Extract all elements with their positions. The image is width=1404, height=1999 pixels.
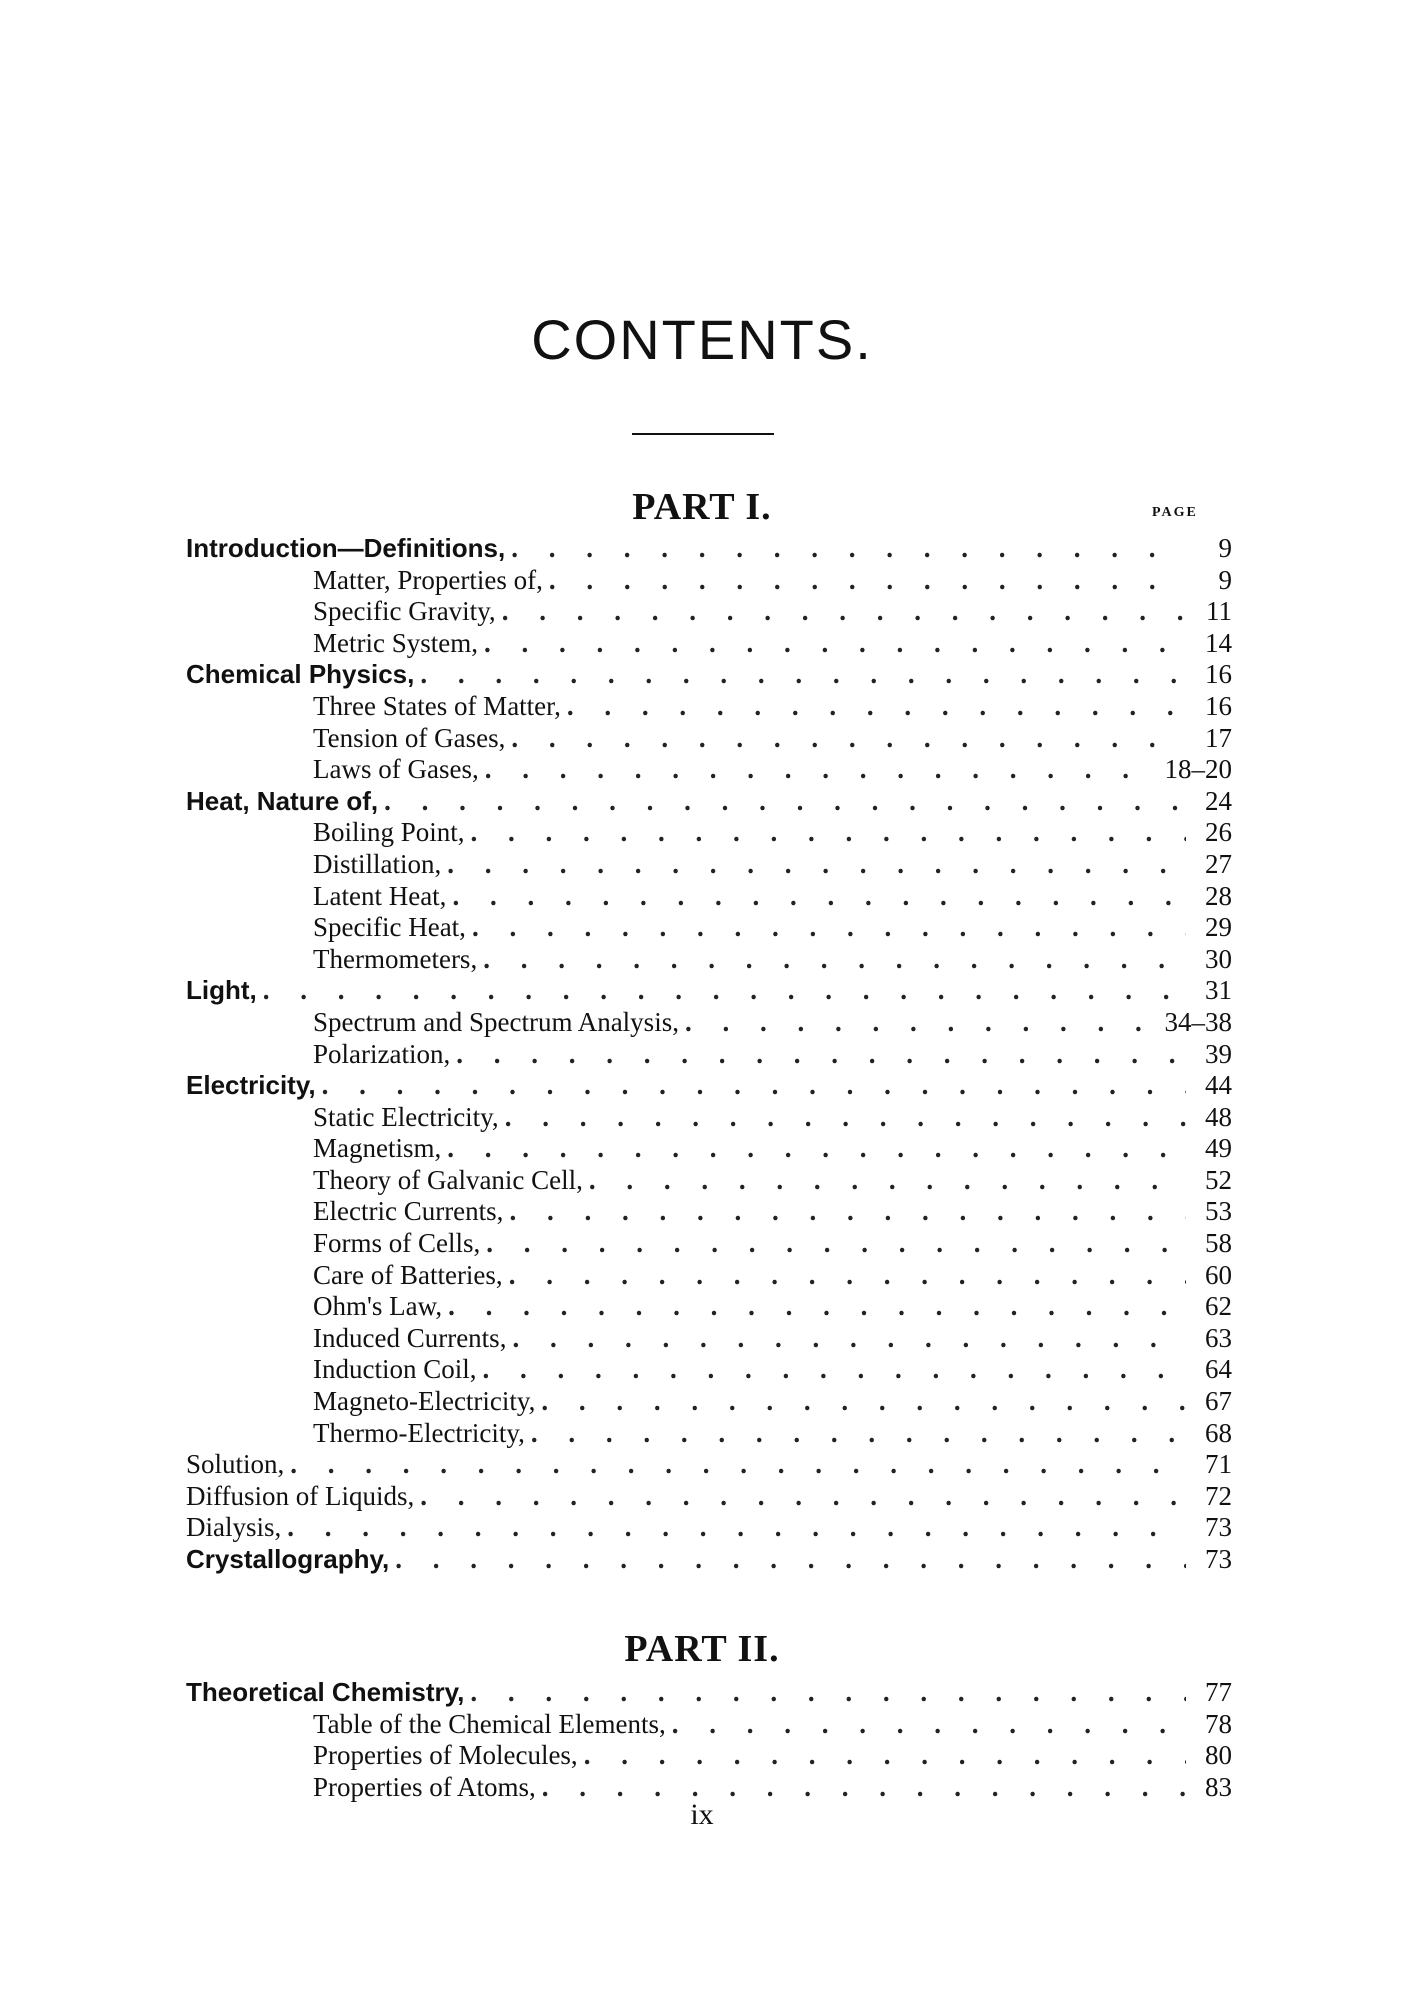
toc-entry-title: Spectrum and Spectrum Analysis,: [313, 1006, 679, 1037]
dot-leader: [447, 849, 1186, 881]
toc-entry-page-number: 34–38: [1164, 1006, 1232, 1037]
toc-entry[interactable]: [186, 1291, 1232, 1323]
toc-entry-title: Dialysis,: [186, 1512, 282, 1543]
toc-entry-page-number: 28: [1205, 880, 1232, 911]
toc-entry[interactable]: [186, 691, 1232, 723]
toc-entry-page-number: 16: [1205, 659, 1232, 690]
dot-leader: [509, 1260, 1186, 1292]
dot-leader: [485, 754, 1159, 786]
toc-entry-page-number: 78: [1205, 1708, 1232, 1739]
dot-leader: [384, 786, 1186, 818]
toc-entry[interactable]: [186, 1677, 1232, 1709]
toc-entry-page-number: 44: [1205, 1070, 1232, 1101]
toc-entry-page-number: 62: [1205, 1291, 1232, 1322]
toc-entry[interactable]: [186, 786, 1232, 818]
toc-entry[interactable]: [186, 1386, 1232, 1418]
toc-entry-page-number: 73: [1205, 1544, 1232, 1574]
toc-entry[interactable]: [186, 1133, 1232, 1165]
toc-entry-title: Induced Currents,: [313, 1322, 507, 1353]
toc-entry[interactable]: [186, 1418, 1232, 1450]
page-title: CONTENTS.: [531, 308, 873, 371]
toc-entry-page-number: 18–20: [1164, 754, 1232, 785]
toc-entry-page-number: 39: [1205, 1038, 1232, 1069]
toc-entry-page-number: 49: [1205, 1133, 1232, 1164]
dot-leader: [420, 659, 1186, 691]
toc-entry[interactable]: [186, 628, 1232, 660]
toc-entry-title: Induction Coil,: [313, 1354, 477, 1385]
dot-leader: [505, 1102, 1186, 1134]
dot-leader: [672, 1709, 1186, 1741]
toc-entry-title: Specific Heat,: [313, 912, 466, 943]
toc-entry-page-number: 27: [1205, 848, 1232, 879]
dot-leader: [486, 1228, 1186, 1260]
toc-entry-title: Properties of Molecules,: [313, 1740, 578, 1771]
dot-leader: [452, 881, 1186, 913]
toc-entry[interactable]: [186, 659, 1232, 691]
toc-entry-title: Heat, Nature of,: [186, 785, 379, 816]
toc-entry-title: Diffusion of Liquids,: [186, 1480, 415, 1511]
toc-entry-title: Metric System,: [313, 627, 478, 658]
dot-leader: [567, 691, 1186, 723]
toc-entry[interactable]: [186, 944, 1232, 976]
dot-leader: [290, 1449, 1186, 1481]
toc-entry[interactable]: [186, 1102, 1232, 1134]
toc-entry-page-number: 64: [1205, 1354, 1232, 1385]
dot-leader: [322, 1070, 1186, 1102]
toc-entry-title: Latent Heat,: [313, 880, 447, 911]
dot-leader: [456, 1039, 1186, 1071]
dot-leader: [447, 1133, 1186, 1165]
dot-leader: [395, 1544, 1186, 1576]
toc-entry[interactable]: [186, 881, 1232, 913]
toc-entry-page-number: 72: [1205, 1480, 1232, 1511]
toc-entry-page-number: 9: [1218, 533, 1232, 563]
part-one-contents-list: [186, 533, 1232, 1576]
toc-entry[interactable]: [186, 1165, 1232, 1197]
toc-entry-page-number: 80: [1205, 1740, 1232, 1771]
dot-leader: [511, 533, 1186, 565]
toc-entry[interactable]: [186, 1007, 1232, 1039]
toc-entry-title: Care of Batteries,: [313, 1259, 503, 1290]
toc-entry-page-number: 73: [1205, 1512, 1232, 1543]
toc-entry-title: Thermo-Electricity,: [313, 1417, 525, 1448]
dot-leader: [483, 1354, 1187, 1386]
toc-entry[interactable]: [186, 817, 1232, 849]
toc-entry[interactable]: [186, 912, 1232, 944]
toc-entry[interactable]: [186, 596, 1232, 628]
toc-entry[interactable]: [186, 849, 1232, 881]
dot-leader: [509, 1196, 1186, 1228]
toc-entry-title: Electricity,: [186, 1070, 316, 1101]
toc-entry-title: Three States of Matter,: [313, 690, 561, 721]
dot-leader: [471, 817, 1186, 849]
toc-entry-title: Theory of Galvanic Cell,: [313, 1164, 583, 1195]
page-folio: ix: [690, 1798, 714, 1831]
toc-entry[interactable]: [186, 1039, 1232, 1071]
toc-entry-title: Table of the Chemical Elements,: [313, 1708, 666, 1739]
toc-entry[interactable]: [186, 533, 1232, 565]
toc-entry-page-number: 17: [1205, 722, 1232, 753]
toc-entry[interactable]: [186, 1740, 1232, 1772]
toc-entry-title: Laws of Gases,: [313, 754, 479, 785]
toc-entry[interactable]: [186, 1070, 1232, 1102]
dot-leader: [542, 1772, 1186, 1804]
toc-entry-title: Polarization,: [313, 1038, 451, 1069]
toc-entry-title: Chemical Physics,: [186, 659, 415, 690]
toc-entry-title: Thermometers,: [313, 943, 478, 974]
toc-entry-title: Specific Gravity,: [313, 596, 496, 627]
toc-entry-page-number: 53: [1205, 1196, 1232, 1227]
toc-entry-title: Light,: [186, 975, 257, 1006]
toc-entry[interactable]: [186, 1709, 1232, 1741]
toc-entry[interactable]: [186, 1481, 1232, 1513]
toc-entry[interactable]: [186, 565, 1232, 597]
dot-leader: [685, 1007, 1159, 1039]
toc-entry-title: Solution,: [186, 1449, 285, 1480]
toc-entry-page-number: 29: [1205, 912, 1232, 943]
toc-entry-page-number: 30: [1205, 943, 1232, 974]
dot-leader: [584, 1740, 1186, 1772]
toc-entry-title: Distillation,: [313, 848, 442, 879]
toc-entry-title: Tension of Gases,: [313, 722, 506, 753]
dot-leader: [589, 1165, 1186, 1197]
toc-entry[interactable]: [186, 1544, 1232, 1576]
toc-entry-page-number: 52: [1205, 1164, 1232, 1195]
dot-leader: [448, 1291, 1186, 1323]
toc-entry-title: Crystallography,: [186, 1544, 390, 1574]
part-one-heading: PART I.: [632, 486, 772, 528]
dot-leader: [541, 1386, 1186, 1418]
title-rule: [632, 433, 774, 435]
toc-entry-title: Static Electricity,: [313, 1101, 499, 1132]
toc-entry[interactable]: [186, 1260, 1232, 1292]
toc-entry-title: Magneto-Electricity,: [313, 1386, 536, 1417]
part-two-contents-list: [186, 1677, 1232, 1803]
toc-entry-page-number: 11: [1206, 596, 1232, 627]
toc-entry[interactable]: [186, 754, 1232, 786]
toc-entry[interactable]: [186, 1354, 1232, 1386]
toc-entry-page-number: 24: [1205, 785, 1232, 816]
toc-entry[interactable]: [186, 1228, 1232, 1260]
toc-entry-page-number: 31: [1205, 975, 1232, 1006]
toc-entry[interactable]: [186, 1449, 1232, 1481]
dot-leader: [483, 944, 1186, 976]
toc-entry-title: Matter, Properties of,: [313, 564, 543, 595]
toc-entry-page-number: 68: [1205, 1417, 1232, 1448]
dot-leader: [287, 1512, 1186, 1544]
toc-entry[interactable]: [186, 1196, 1232, 1228]
toc-entry-title: Magnetism,: [313, 1133, 442, 1164]
toc-entry-title: Theoretical Chemistry,: [186, 1677, 465, 1707]
dot-leader: [470, 1677, 1186, 1709]
toc-entry[interactable]: [186, 1512, 1232, 1544]
page-column-label: PAGE: [1152, 505, 1198, 520]
toc-entry-page-number: 83: [1205, 1771, 1232, 1802]
dot-leader: [263, 975, 1186, 1007]
toc-entry-title: Introduction—Definitions,: [186, 533, 506, 563]
toc-entry[interactable]: [186, 1323, 1232, 1355]
dot-leader: [420, 1481, 1186, 1513]
toc-entry-title: Ohm's Law,: [313, 1291, 443, 1322]
toc-entry-page-number: 58: [1205, 1228, 1232, 1259]
toc-entry-page-number: 9: [1218, 564, 1232, 595]
toc-entry-page-number: 48: [1205, 1101, 1232, 1132]
toc-entry-title: Electric Currents,: [313, 1196, 504, 1227]
toc-entry[interactable]: [186, 975, 1232, 1007]
part-two-heading: PART II.: [624, 1628, 780, 1670]
toc-entry-page-number: 67: [1205, 1386, 1232, 1417]
dot-leader: [502, 596, 1186, 628]
dot-leader: [531, 1418, 1186, 1450]
toc-entry-title: Forms of Cells,: [313, 1228, 481, 1259]
dot-leader: [549, 565, 1186, 597]
toc-entry-page-number: 77: [1205, 1677, 1232, 1707]
toc-entry-page-number: 60: [1205, 1259, 1232, 1290]
dot-leader: [512, 1323, 1186, 1355]
toc-entry-page-number: 71: [1205, 1449, 1232, 1480]
toc-entry-page-number: 14: [1205, 627, 1232, 658]
dot-leader: [511, 723, 1186, 755]
dot-leader: [484, 628, 1186, 660]
toc-entry-page-number: 16: [1205, 690, 1232, 721]
toc-entry-title: Boiling Point,: [313, 817, 465, 848]
toc-entry-title: Properties of Atoms,: [313, 1771, 536, 1802]
dot-leader: [472, 912, 1186, 944]
toc-entry[interactable]: [186, 723, 1232, 755]
toc-entry-page-number: 26: [1205, 817, 1232, 848]
toc-entry-page-number: 63: [1205, 1322, 1232, 1353]
